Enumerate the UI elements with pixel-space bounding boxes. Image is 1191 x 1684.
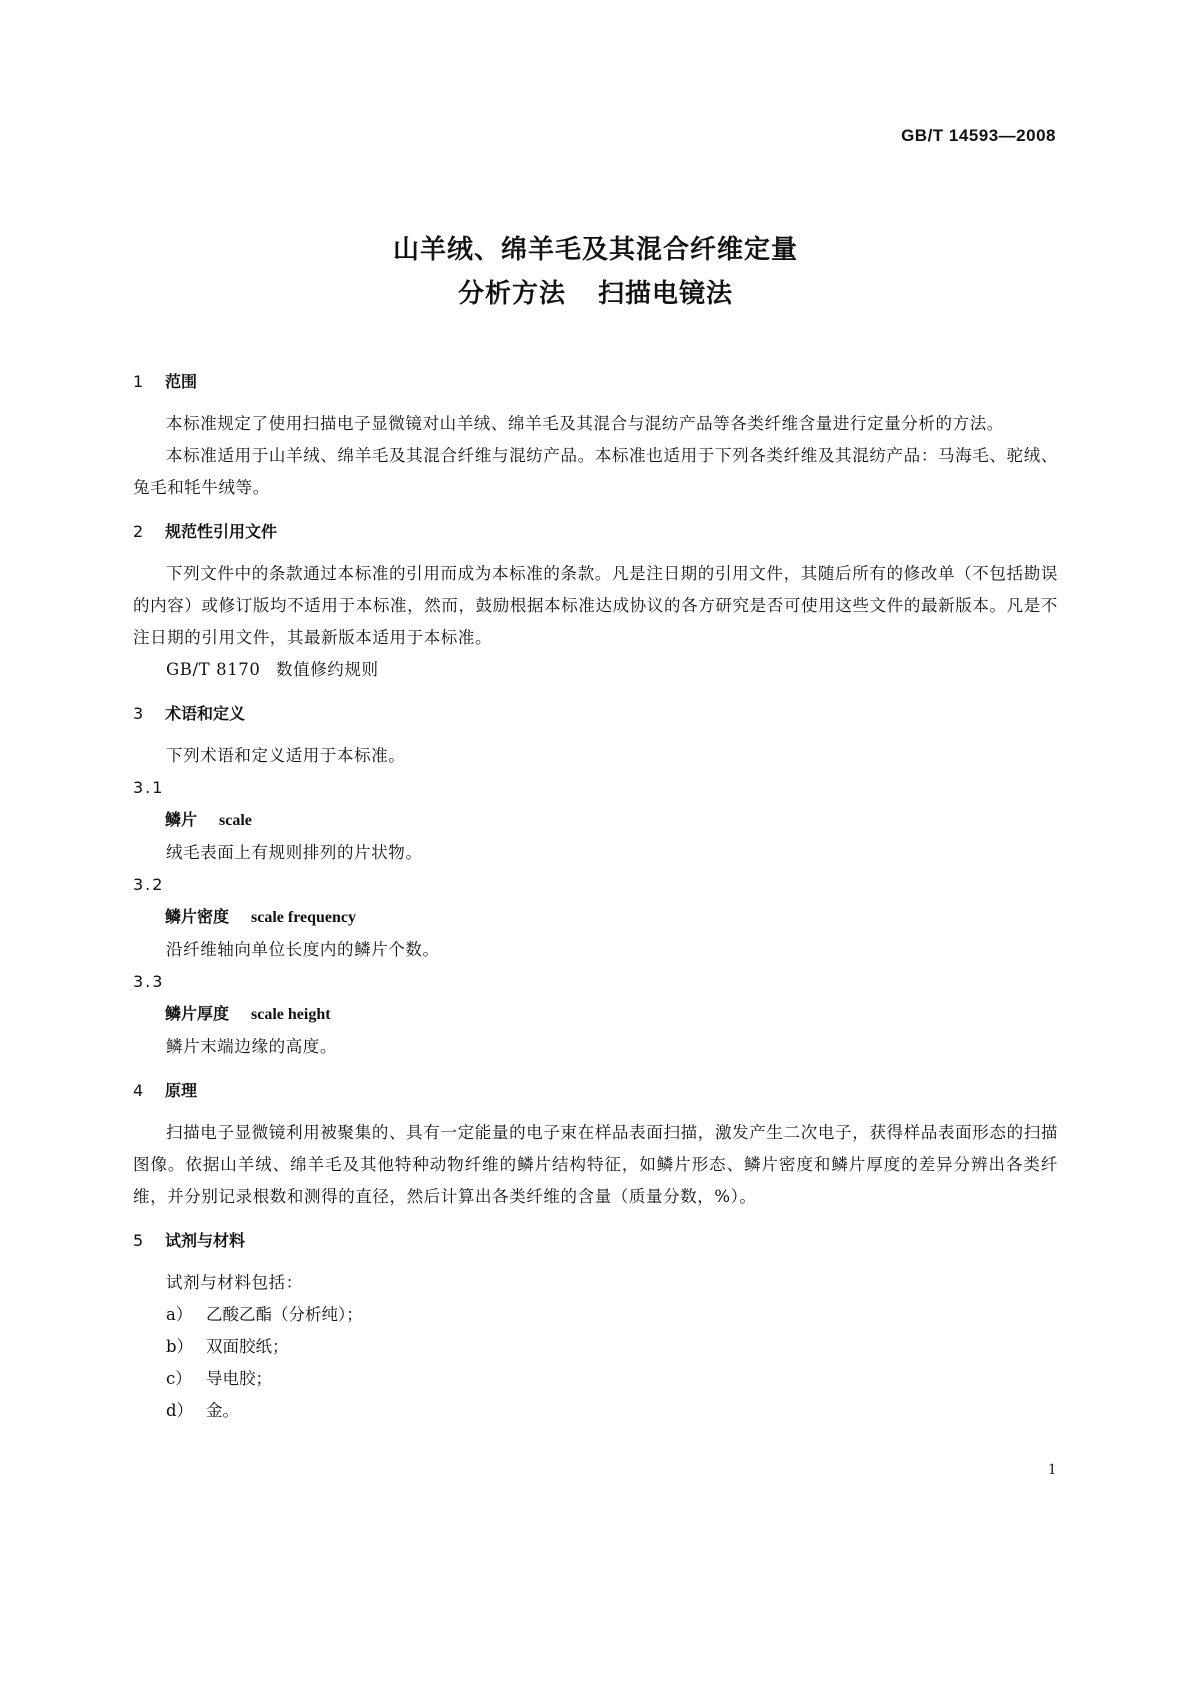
term-definition: 绒毛表面上有规则排列的片状物。 bbox=[166, 843, 423, 862]
term-entry bbox=[133, 901, 1058, 934]
term-number: 3.3 bbox=[133, 972, 165, 991]
section-1-heading bbox=[133, 370, 1058, 394]
list-item bbox=[133, 1363, 1058, 1395]
term-chinese: 鳞片密度 bbox=[165, 907, 230, 926]
term-definition: 沿纤维轴向单位长度内的鳞片个数。 bbox=[166, 940, 440, 959]
section-title: 范围 bbox=[165, 372, 198, 391]
section-3-intro: 下列术语和定义适用于本标准。 bbox=[166, 746, 406, 765]
section-5-heading bbox=[133, 1229, 1058, 1253]
section-4-heading bbox=[133, 1079, 1058, 1103]
normative-reference bbox=[133, 654, 1058, 686]
list-item-text: 双面胶纸； bbox=[206, 1337, 289, 1356]
term-definition: 鳞片末端边缘的高度。 bbox=[166, 1037, 337, 1056]
section-title: 规范性引用文件 bbox=[165, 522, 278, 541]
section-title: 试剂与材料 bbox=[165, 1231, 246, 1250]
page-number: 1 bbox=[1048, 1461, 1056, 1478]
term-english: scale frequency bbox=[251, 909, 357, 926]
list-item-label: a） bbox=[166, 1305, 193, 1324]
section-5-intro: 试剂与材料包括： bbox=[166, 1273, 303, 1292]
term-english: scale height bbox=[251, 1006, 331, 1023]
standard-code: GB/T 14593—2008 bbox=[901, 126, 1056, 145]
section-1-paragraph-1: 本标准规定了使用扫描电子显微镜对山羊绒、绵羊毛及其混合与混纺产品等各类纤维含量进行定量分析的方法。 bbox=[166, 414, 1004, 433]
reference-title: 数值修约规则 bbox=[276, 660, 379, 679]
section-3-heading bbox=[133, 702, 1058, 726]
section-title: 原理 bbox=[165, 1081, 198, 1100]
title-line-2b: 扫描电镜法 bbox=[598, 279, 734, 309]
title-line-1: 山羊绒、绵羊毛及其混合纤维定量 bbox=[392, 235, 798, 265]
section-number: 3 bbox=[133, 704, 144, 723]
section-number: 5 bbox=[133, 1231, 144, 1250]
section-4-paragraph-1: 扫描电子显微镜利用被聚集的、具有一定能量的电子束在样品表面扫描，激发产生二次电子，获得样品表面形态的扫描图像。依据山羊绒、绵羊毛及其他特种动物纤维的鳞片结构特征，如鳞片形态、鳞片密度和鳞片厚度的差异分辨出各类纤维，并分别记录根数和测得的直径，然后计算出各类纤维的含量（质量分数，%）。 bbox=[133, 1123, 1058, 1206]
section-title: 术语和定义 bbox=[165, 704, 246, 723]
list-item bbox=[133, 1299, 1058, 1331]
term-entry bbox=[133, 998, 1058, 1031]
list-item-label: d） bbox=[166, 1401, 194, 1420]
term-chinese: 鳞片 bbox=[165, 810, 198, 829]
document-title bbox=[0, 228, 1191, 316]
section-number: 2 bbox=[133, 522, 144, 541]
section-1-paragraph-2: 本标准适用于山羊绒、绵羊毛及其混合纤维与混纺产品。本标准也适用于下列各类纤维及其混纺产品：马海毛、驼绒、兔毛和牦牛绒等。 bbox=[133, 446, 1058, 497]
term-number: 3.2 bbox=[133, 875, 165, 894]
list-item-text: 乙酸乙酯（分析纯）； bbox=[206, 1305, 363, 1324]
section-number: 4 bbox=[133, 1081, 144, 1100]
term-number: 3.1 bbox=[133, 778, 165, 797]
list-item-label: b） bbox=[166, 1337, 194, 1356]
document-body bbox=[133, 370, 1058, 1427]
title-line-2a: 分析方法 bbox=[457, 279, 566, 309]
list-item bbox=[133, 1395, 1058, 1427]
term-english: scale bbox=[219, 812, 252, 829]
list-item bbox=[133, 1331, 1058, 1363]
section-2-heading bbox=[133, 520, 1058, 544]
list-item-text: 金。 bbox=[206, 1401, 239, 1420]
section-number: 1 bbox=[133, 372, 144, 391]
section-2-paragraph-1: 下列文件中的条款通过本标准的引用而成为本标准的条款。凡是注日期的引用文件，其随后所有的修改单（不包括勘误的内容）或修订版均不适用于本标准，然而，鼓励根据本标准达成协议的各方研究是否可使用这些文件的最新版本。凡是不注日期的引用文件，其最新版本适用于本标准。 bbox=[133, 564, 1058, 647]
title-line-2 bbox=[0, 272, 1191, 316]
term-chinese: 鳞片厚度 bbox=[165, 1004, 230, 1023]
term-entry bbox=[133, 804, 1058, 837]
list-item-text: 导电胶； bbox=[206, 1369, 272, 1388]
reference-code: GB/T 8170 bbox=[166, 660, 261, 679]
list-item-label: c） bbox=[166, 1369, 192, 1388]
